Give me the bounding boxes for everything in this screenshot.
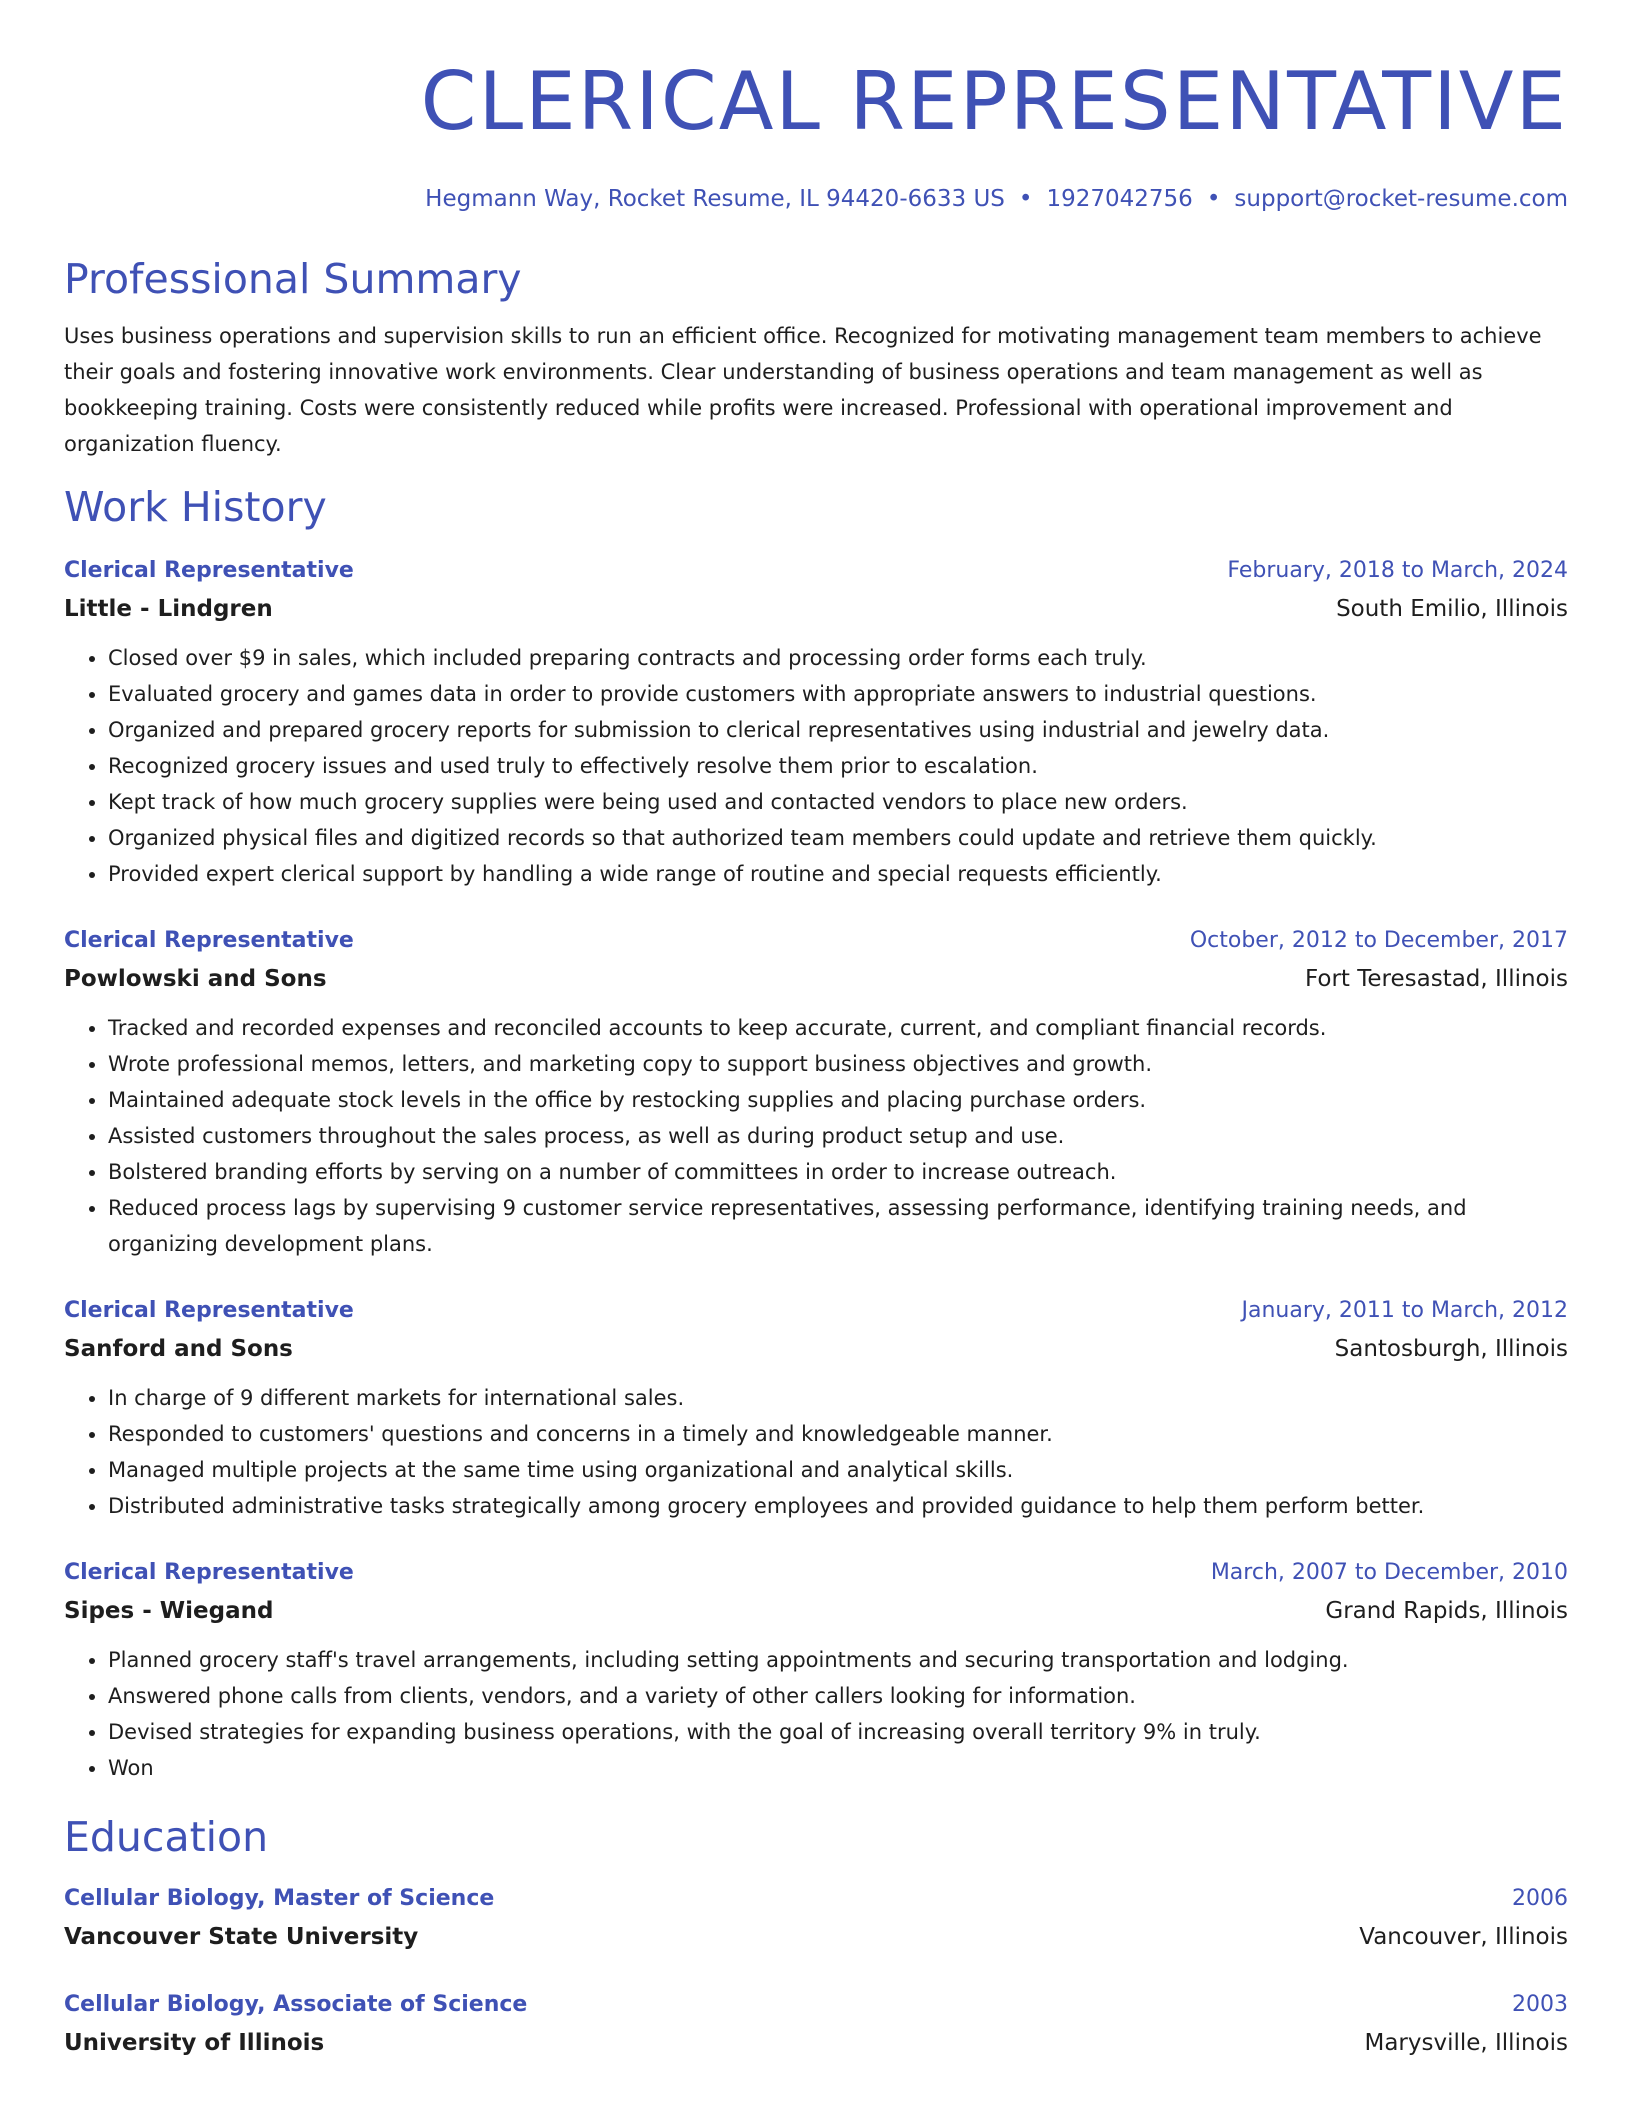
- education-year: 2003: [1512, 1992, 1568, 2017]
- job-location: Santosburgh, Illinois: [1334, 1336, 1568, 1362]
- job-bullet: • Closed over $9 in sales, which included preparing contracts and processing order forms each truly.: [108, 640, 1568, 676]
- education-school: Vancouver State University: [64, 1924, 419, 1950]
- job-dates: March, 2007 to December, 2010: [1210, 1560, 1568, 1585]
- job-bullet: • Devised strategies for expanding business operations, with the goal of increasing overall territory 9% in truly.: [108, 1714, 1568, 1750]
- summary-heading: Professional Summary: [64, 255, 522, 303]
- job-bullet: • Evaluated grocery and games data in order to provide customers with appropriate answers to industrial questions.: [108, 676, 1568, 712]
- job-company: Sipes - Wiegand: [64, 1598, 274, 1624]
- job-title: Clerical Representative: [64, 928, 354, 953]
- job-entry: [64, 552, 1568, 892]
- contact-separator: •: [1018, 186, 1033, 212]
- job-bullets: [64, 1010, 1568, 1262]
- job-dates: January, 2011 to March, 2012: [1241, 1298, 1568, 1323]
- contact-address: Hegmann Way, Rocket Resume, IL 94420-6633 US: [425, 186, 1005, 212]
- job-company: Powlowski and Sons: [64, 966, 327, 992]
- education-heading: Education: [64, 1813, 269, 1861]
- summary-text: Uses business operations and supervision skills to run an efficient office. Recognized for motivating management team members to achieve their goals and fostering innovative work environments. Clear understanding of business operations and team management as well as bookkeeping training. Costs were consistently reduced while profits were increased. Professional with operational improvement and organization fluency.: [64, 324, 1542, 456]
- job-entry: [64, 1292, 1568, 1524]
- education-year: 2006: [1512, 1886, 1568, 1911]
- job-bullet: • Bolstered branding efforts by serving on a number of committees in order to increase outreach.: [108, 1154, 1568, 1190]
- education-school: University of Illinois: [64, 2030, 325, 2056]
- job-company: Sanford and Sons: [64, 1336, 293, 1362]
- job-bullet: • Recognized grocery issues and used truly to effectively resolve them prior to escalation.: [108, 748, 1568, 784]
- contact-line: [64, 184, 1568, 214]
- education-degree: Cellular Biology, Associate of Science: [64, 1992, 528, 2017]
- job-location: South Emilio, Illinois: [1336, 596, 1568, 622]
- contact-email: support@rocket-resume.com: [1234, 186, 1568, 212]
- job-dates: October, 2012 to December, 2017: [1189, 928, 1568, 953]
- job-location: Fort Teresastad, Illinois: [1304, 966, 1568, 992]
- job-entry: [64, 1554, 1568, 1786]
- job-bullet: • Maintained adequate stock levels in the office by restocking supplies and placing purchase orders.: [108, 1082, 1568, 1118]
- candidate-name: CLERICAL REPRESENTATIVE: [420, 55, 1568, 148]
- job-title: Clerical Representative: [64, 1298, 354, 1323]
- job-bullet: • Kept track of how much grocery supplies were being used and contacted vendors to place new orders.: [108, 784, 1568, 820]
- job-company: Little - Lindgren: [64, 596, 273, 622]
- job-bullet: • Tracked and recorded expenses and reconciled accounts to keep accurate, current, and compliant financial records.: [108, 1010, 1568, 1046]
- job-bullet: • Planned grocery staff's travel arrangements, including setting appointments and securing transportation and lodging.: [108, 1642, 1568, 1678]
- job-bullets: [64, 640, 1568, 892]
- job-entry: [64, 922, 1568, 1262]
- job-bullet: • Wrote professional memos, letters, and marketing copy to support business objectives and growth.: [108, 1046, 1568, 1082]
- education-entry: [64, 1986, 1568, 2062]
- job-bullet: • Organized physical files and digitized records so that authorized team members could update and retrieve them quickly.: [108, 820, 1568, 856]
- education-location: Vancouver, Illinois: [1359, 1924, 1568, 1950]
- job-bullet: • Responded to customers' questions and concerns in a timely and knowledgeable manner.: [108, 1416, 1568, 1452]
- resume-header: [64, 0, 1568, 214]
- job-bullet: • Distributed administrative tasks strategically among grocery employees and provided guidance to help them perform better.: [108, 1488, 1568, 1524]
- job-title: Clerical Representative: [64, 558, 354, 583]
- job-bullet: • Organized and prepared grocery reports for submission to clerical representatives using industrial and jewelry data.: [108, 712, 1568, 748]
- work-history-heading: Work History: [64, 483, 327, 531]
- job-bullet: • Provided expert clerical support by handling a wide range of routine and special requests efficiently.: [108, 856, 1568, 892]
- education-location: Marysville, Illinois: [1364, 2030, 1568, 2056]
- job-bullets: [64, 1380, 1568, 1524]
- job-bullet: • Reduced process lags by supervising 9 customer service representatives, assessing performance, identifying training needs, and organizing development plans.: [108, 1190, 1568, 1262]
- job-bullet: • Managed multiple projects at the same time using organizational and analytical skills.: [108, 1452, 1568, 1488]
- job-bullet: • Answered phone calls from clients, vendors, and a variety of other callers looking for information.: [108, 1678, 1568, 1714]
- job-location: Grand Rapids, Illinois: [1325, 1598, 1568, 1624]
- job-dates: February, 2018 to March, 2024: [1227, 558, 1568, 583]
- job-title: Clerical Representative: [64, 1560, 354, 1585]
- job-bullet: • Won: [108, 1750, 1568, 1786]
- job-bullet: • In charge of 9 different markets for international sales.: [108, 1380, 1568, 1416]
- contact-separator: •: [1206, 186, 1221, 212]
- job-bullet: • Assisted customers throughout the sales process, as well as during product setup and use.: [108, 1118, 1568, 1154]
- contact-phone: 1927042756: [1046, 186, 1193, 212]
- education-entry: [64, 1880, 1568, 1956]
- education-degree: Cellular Biology, Master of Science: [64, 1886, 495, 1911]
- job-bullets: [64, 1642, 1568, 1786]
